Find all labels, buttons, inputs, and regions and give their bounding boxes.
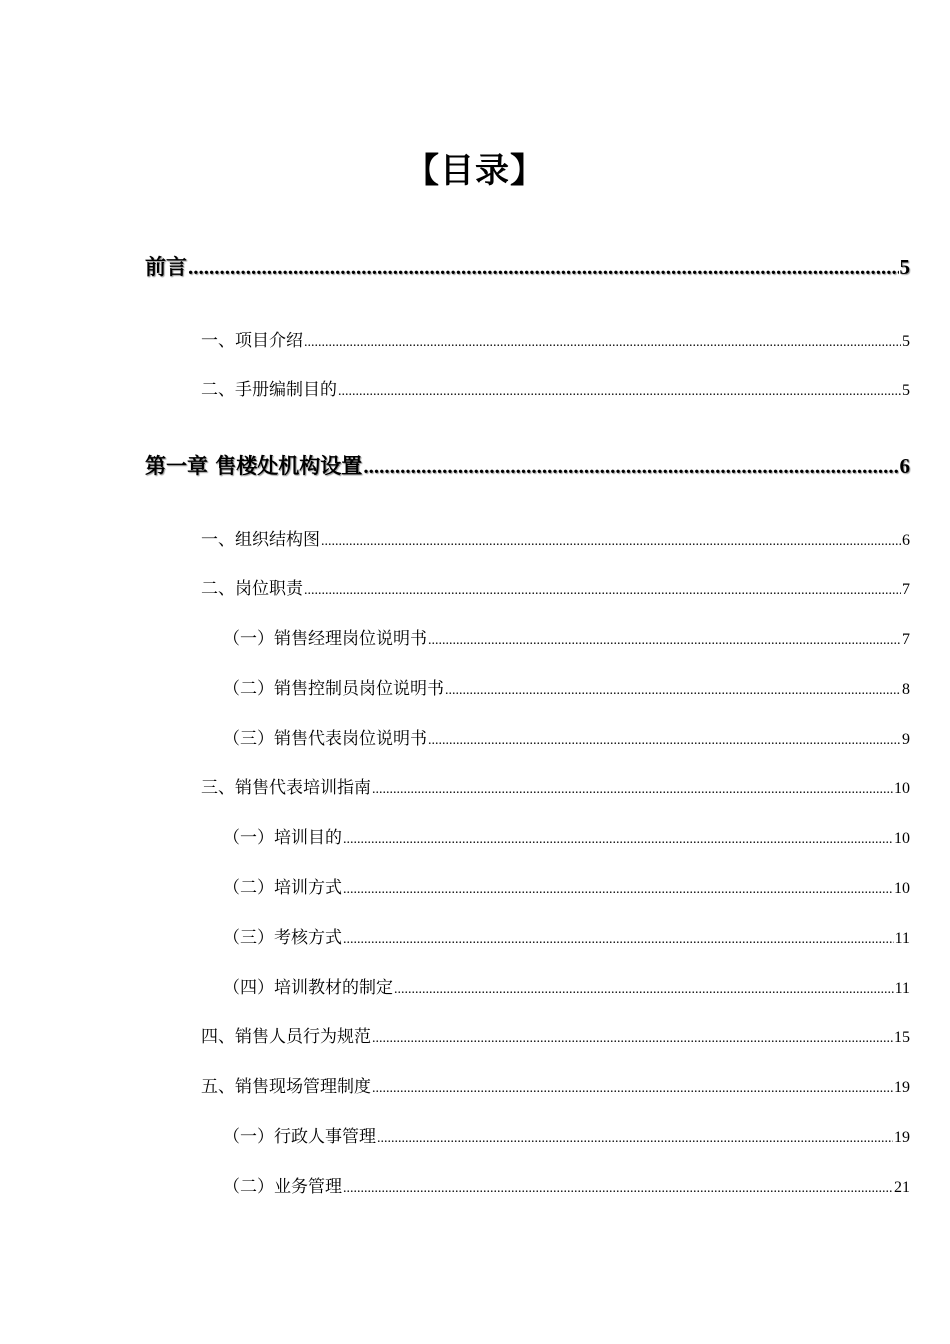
dot-leader xyxy=(304,576,901,604)
dot-leader xyxy=(445,676,901,704)
toc-entry-label: 二、手册编制目的 xyxy=(201,380,337,400)
dot-leader xyxy=(377,1124,893,1152)
toc-page-number: 21 xyxy=(894,1179,910,1196)
page-title: 【目录】 xyxy=(405,151,545,191)
toc-entry-preface[interactable] xyxy=(145,252,910,282)
toc-entry-label: （三）考核方式 xyxy=(223,928,342,948)
toc-entry[interactable] xyxy=(223,975,910,1003)
dot-leader xyxy=(372,775,893,803)
toc-entry[interactable] xyxy=(201,527,910,555)
dot-leader xyxy=(343,825,893,853)
dot-leader xyxy=(372,1074,893,1102)
toc-page-number: 8 xyxy=(902,681,910,698)
toc-page-number: 11 xyxy=(894,930,910,947)
dot-leader xyxy=(394,975,894,1003)
toc-entry-label: 四、销售人员行为规范 xyxy=(201,1027,371,1047)
dot-leader xyxy=(363,451,898,481)
toc-page-number: 19 xyxy=(894,1079,910,1096)
toc-page-number: 10 xyxy=(894,880,910,897)
dot-leader xyxy=(428,726,901,754)
toc-page-number: 7 xyxy=(902,581,910,598)
dot-leader xyxy=(343,875,893,903)
toc-entry[interactable] xyxy=(201,576,910,604)
toc-entry[interactable] xyxy=(223,1174,910,1202)
toc-page-number: 10 xyxy=(894,830,910,847)
toc-entry[interactable] xyxy=(223,825,910,853)
dot-leader xyxy=(321,527,901,555)
toc-entry-label: （二）培训方式 xyxy=(223,878,342,898)
toc-entry[interactable] xyxy=(223,676,910,704)
toc-entry-label: （二）业务管理 xyxy=(223,1177,342,1197)
dot-leader xyxy=(188,252,899,282)
toc-entry-label: 一、组织结构图 xyxy=(201,530,320,550)
toc-page-number: 5 xyxy=(899,255,910,279)
toc-entry[interactable] xyxy=(201,377,910,405)
toc-entry-label: （四）培训教材的制定 xyxy=(223,978,393,998)
toc-entry-label: 一、项目介绍 xyxy=(201,331,303,351)
dot-leader xyxy=(343,925,894,953)
toc-entry-chapter-1[interactable] xyxy=(145,451,910,481)
toc-page-number: 6 xyxy=(899,454,910,478)
toc-entry-label: （三）销售代表岗位说明书 xyxy=(223,729,427,749)
toc-page-number: 5 xyxy=(902,333,910,350)
dot-leader xyxy=(304,328,901,356)
toc-entry-label: （二）销售控制员岗位说明书 xyxy=(223,679,444,699)
dot-leader xyxy=(372,1024,893,1052)
toc-entry-label: 三、销售代表培训指南 xyxy=(201,778,371,798)
toc-page-number: 6 xyxy=(902,532,910,549)
toc-entry-label: （一）销售经理岗位说明书 xyxy=(223,629,427,649)
toc-entry-label: 前言 xyxy=(145,255,187,279)
toc-page-number: 9 xyxy=(902,731,910,748)
toc-entry[interactable] xyxy=(201,775,910,803)
toc-entry[interactable] xyxy=(223,726,910,754)
toc-entry-label: 第一章 售楼处机构设置 xyxy=(145,454,363,478)
dot-leader xyxy=(338,377,901,405)
dot-leader xyxy=(428,626,901,654)
toc-entry-label: （一）行政人事管理 xyxy=(223,1127,376,1147)
toc-page-number: 19 xyxy=(894,1129,910,1146)
toc-entry-label: 二、岗位职责 xyxy=(201,579,303,599)
toc-entry[interactable] xyxy=(223,925,910,953)
toc-entry[interactable] xyxy=(201,1074,910,1102)
toc-entry-label: 五、销售现场管理制度 xyxy=(201,1077,371,1097)
toc-page-number: 5 xyxy=(902,382,910,399)
toc-entry[interactable] xyxy=(223,626,910,654)
toc-entry[interactable] xyxy=(223,1124,910,1152)
toc-entry[interactable] xyxy=(201,328,910,356)
toc-page-number: 11 xyxy=(894,980,910,997)
toc-entry[interactable] xyxy=(223,875,910,903)
toc-entry-label: （一）培训目的 xyxy=(223,828,342,848)
toc-page-number: 10 xyxy=(894,780,910,797)
toc-page-number: 15 xyxy=(894,1029,910,1046)
toc-entry[interactable] xyxy=(201,1024,910,1052)
dot-leader xyxy=(343,1174,893,1202)
toc-page-number: 7 xyxy=(902,631,910,648)
